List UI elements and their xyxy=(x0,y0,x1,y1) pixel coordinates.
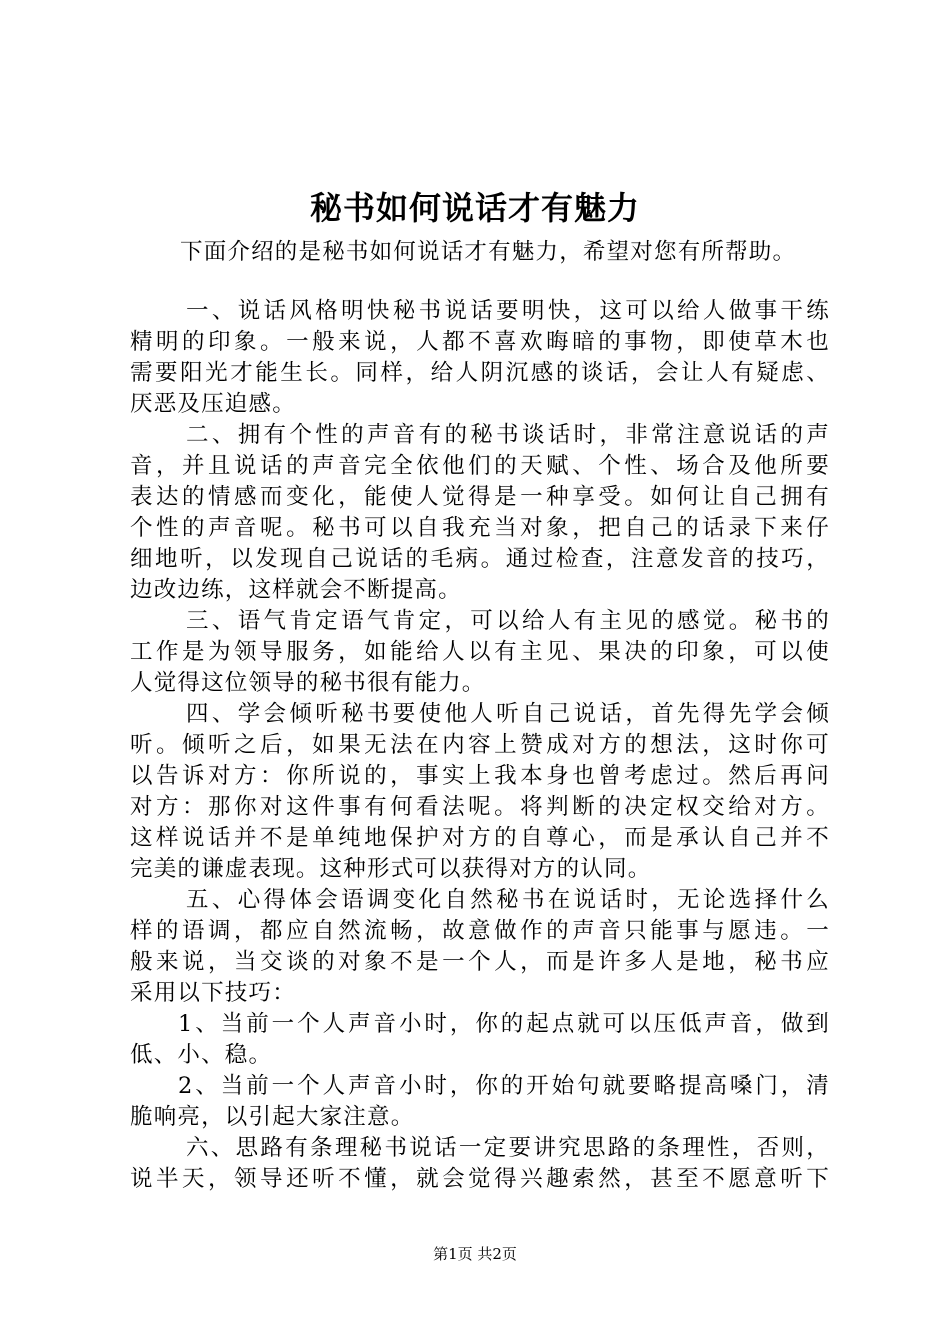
body-line: 工作是为领导服务，如能给人以有主见、果决的印象，可以使 xyxy=(130,639,830,665)
body-line: 表达的情感而变化，能使人觉得是一种享受。如何让自己拥有 xyxy=(130,484,830,510)
page-footer: 第1页 共2页 xyxy=(433,1245,517,1263)
body-line: 说半天，领导还听不懂，就会觉得兴趣索然，甚至不愿意听下 xyxy=(130,1166,830,1192)
body-line: 精明的印象。一般来说，人都不喜欢晦暗的事物，即使草木也 xyxy=(130,329,830,355)
document-body xyxy=(130,296,830,1195)
body-line: 这样说话并不是单纯地保护对方的自尊心，而是承认自己并不 xyxy=(130,825,830,851)
body-line: 边改边练，这样就会不断提高。 xyxy=(130,577,462,603)
body-line: 以告诉对方：你所说的，事实上我本身也曾考虑过。然后再问 xyxy=(130,763,830,789)
body-line: 人觉得这位领导的秘书很有能力。 xyxy=(130,670,486,696)
body-line: 采用以下技巧： xyxy=(130,980,296,1006)
body-line: 四、学会倾听秘书要使他人听自己说话，首先得先学会倾 xyxy=(186,701,830,727)
body-line: 二、拥有个性的声音有的秘书谈话时，非常注意说话的声 xyxy=(186,422,830,448)
body-line: 脆响亮，以引起大家注意。 xyxy=(130,1104,415,1130)
body-line: 般来说，当交谈的对象不是一个人，而是许多人是地，秘书应 xyxy=(130,949,830,975)
intro-paragraph: 下面介绍的是秘书如何说话才有魅力，希望对您有所帮助。 xyxy=(180,239,797,265)
body-line: 2、当前一个人声音小时，你的开始句就要略提高嗓门，清 xyxy=(178,1073,830,1099)
body-line: 六、思路有条理秘书说话一定要讲究思路的条理性，否则， xyxy=(186,1135,830,1161)
body-line: 样的语调，都应自然流畅，故意做作的声音只能事与愿违。一 xyxy=(130,918,830,944)
body-line: 对方：那你对这件事有何看法呢。将判断的决定权交给对方。 xyxy=(130,794,830,820)
body-line: 一、说话风格明快秘书说话要明快，这可以给人做事干练 xyxy=(186,298,830,324)
body-line: 细地听，以发现自己说话的毛病。通过检查，注意发音的技巧， xyxy=(130,546,830,572)
body-line: 三、语气肯定语气肯定，可以给人有主见的感觉。秘书的 xyxy=(186,608,830,634)
body-line: 需要阳光才能生长。同样，给人阴沉感的谈话，会让人有疑虑、 xyxy=(130,360,830,386)
document-title: 秘书如何说话才有魅力 xyxy=(309,189,640,227)
body-line: 听。倾听之后，如果无法在内容上赞成对方的想法，这时你可 xyxy=(130,732,830,758)
body-line: 个性的声音呢。秘书可以自我充当对象，把自己的话录下来仔 xyxy=(130,515,830,541)
body-line: 厌恶及压迫感。 xyxy=(130,391,296,417)
body-line: 五、心得体会语调变化自然秘书在说话时，无论选择什么 xyxy=(186,887,830,913)
body-line: 低、小、稳。 xyxy=(130,1042,273,1068)
body-line: 完美的谦虚表现。这种形式可以获得对方的认同。 xyxy=(130,856,652,882)
body-line: 1、当前一个人声音小时，你的起点就可以压低声音，做到 xyxy=(178,1011,830,1037)
body-line: 音，并且说话的声音完全依他们的天赋、个性、场合及他所要 xyxy=(130,453,830,479)
